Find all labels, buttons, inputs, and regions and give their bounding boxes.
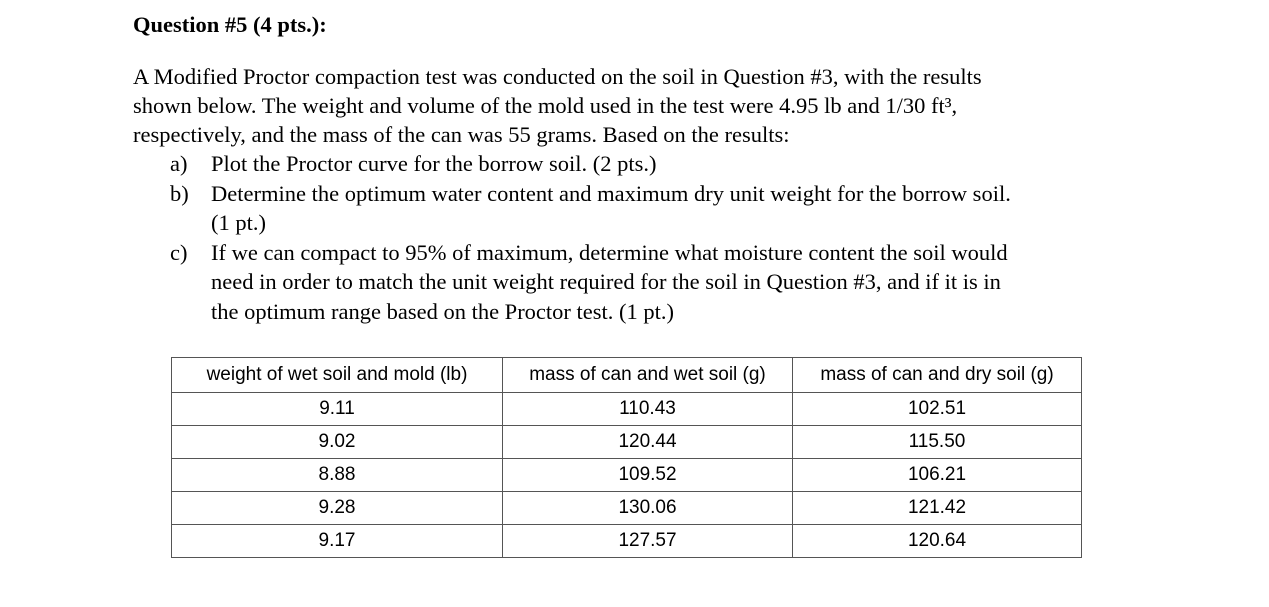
part-line: Plot the Proctor curve for the borrow soil. (2 pts.) xyxy=(211,151,657,176)
table-cell: 110.43 xyxy=(503,393,793,426)
question-parts-list xyxy=(170,149,1150,326)
question-heading: Question #5 (4 pts.): xyxy=(133,12,327,37)
part-line: need in order to match the unit weight required for the soil in Question #3, and if it is in xyxy=(211,269,1001,294)
table-row xyxy=(172,426,1082,459)
table-cell: 9.17 xyxy=(172,525,503,558)
table-cell: 106.21 xyxy=(793,459,1082,492)
table-cell: 130.06 xyxy=(503,492,793,525)
intro-line: shown below. The weight and volume of the mold used in the test were 4.95 lb and 1/30 ft³, xyxy=(133,93,958,118)
part-line: (1 pt.) xyxy=(211,210,266,235)
table-cell: 127.57 xyxy=(503,525,793,558)
part-marker: a) xyxy=(170,151,188,176)
column-header-can-wet-soil: mass of can and wet soil (g) xyxy=(503,358,793,393)
table-cell: 9.11 xyxy=(172,393,503,426)
table-cell: 109.52 xyxy=(503,459,793,492)
table-cell: 102.51 xyxy=(793,393,1082,426)
part-marker: b) xyxy=(170,180,189,206)
question-part-c xyxy=(170,238,1150,327)
question-part-a xyxy=(170,149,1150,179)
table-row xyxy=(172,492,1082,525)
question-part-b xyxy=(170,179,1150,238)
question-intro xyxy=(133,62,1143,149)
part-text xyxy=(211,238,1150,327)
table-cell: 9.02 xyxy=(172,426,503,459)
part-line: the optimum range based on the Proctor test. (1 pt.) xyxy=(211,298,675,324)
table-cell: 120.64 xyxy=(793,525,1082,558)
column-header-wet-soil-mold: weight of wet soil and mold (lb) xyxy=(172,358,503,393)
part-text xyxy=(211,179,1150,238)
table-header-row xyxy=(172,358,1082,393)
part-marker: c) xyxy=(170,239,188,265)
intro-line: respectively, and the mass of the can was 55 grams. Based on the results: xyxy=(133,122,790,147)
table-cell: 120.44 xyxy=(503,426,793,459)
part-line: Determine the optimum water content and maximum dry unit weight for the borrow soil. xyxy=(211,180,1011,206)
intro-line: A Modified Proctor compaction test was conducted on the soil in Question #3, with the results xyxy=(133,64,982,89)
proctor-results-table xyxy=(171,357,1082,558)
table-cell: 115.50 xyxy=(793,426,1082,459)
column-header-can-dry-soil: mass of can and dry soil (g) xyxy=(793,358,1082,393)
table-row xyxy=(172,525,1082,558)
table-row xyxy=(172,393,1082,426)
part-text xyxy=(211,149,1150,179)
table-cell: 121.42 xyxy=(793,492,1082,525)
table-cell: 8.88 xyxy=(172,459,503,492)
table-row xyxy=(172,459,1082,492)
table-cell: 9.28 xyxy=(172,492,503,525)
part-line: If we can compact to 95% of maximum, determine what moisture content the soil would xyxy=(211,239,1008,265)
